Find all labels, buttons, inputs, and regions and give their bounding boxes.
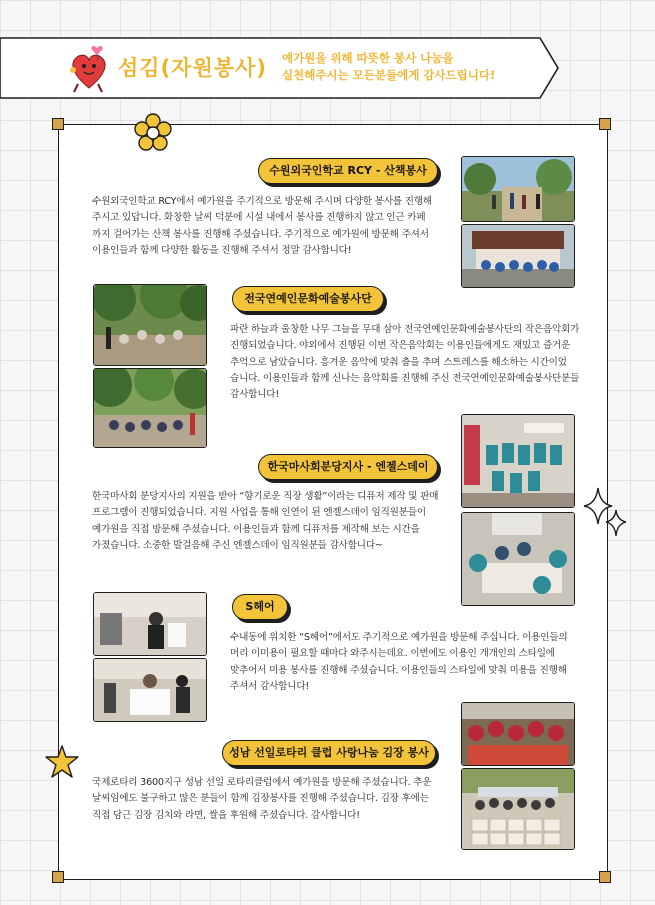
section-label-angels-day: 한국마사회분당지사 - 엔젤스데이 xyxy=(258,454,438,480)
corner-square-icon xyxy=(599,118,611,130)
photo-angels-day-group xyxy=(461,414,575,508)
section-label-rcy: 수원외국인학교 RCY - 산책봉사 xyxy=(258,158,438,184)
section-label-s-hair: S헤어 xyxy=(232,594,288,620)
photo-kimchi-making xyxy=(461,702,575,766)
page-subtitle xyxy=(282,50,495,84)
section-text-art-volunteers: 파란 하늘과 울창한 나무 그늘을 무대 삼아 전국연예인문화예술봉사단의 작은음악회가 진행되었습니다. 야외에서 진행된 이번 작은음악회는 이용인들에게도 재밌고 즐거운 추억으로 남았습니다. 흥겨운 음악에 맞춰 춤을 추며 스트레스를 해소하는 시간이었 습니다. 이용인들과 함께 신나는 음악회를 진행해 주신 전국연예인문화예술봉사단분들 감사합니다! xyxy=(230,324,580,401)
subtitle-line-2: 실천해주시는 모든분들에게 감사드립니다! xyxy=(282,68,496,82)
photo-kimchi-donation xyxy=(461,768,575,850)
sparkle-icon xyxy=(582,486,628,538)
section-text-s-hair: 수내동에 위치한 “S헤어”에서도 주기적으로 예가원을 방문해 주십니다. 이용인들의 머리 이미용이 필요할 때마다 와주시는데요. 이번에도 이용인 개개인의 스타일에 맞추어서 미용 봉사를 진행해 주셨습니다. 이용인들의 스타일에 맞춰 미용을 진행해 주셔서 감사합니다! xyxy=(230,632,568,692)
photo-haircut-2 xyxy=(93,658,207,722)
photo-rcy-walk xyxy=(461,156,575,222)
photo-outdoor-concert xyxy=(93,284,207,366)
section-text-angels-day: 한국마사회 분당지사의 지원을 받아 “향기로운 직장 생활”이라는 디퓨저 제작 및 판매 프로그램이 진행되었습니다. 지원 사업을 통해 인연이 된 엔젤스데이 임직원분들이 예가원을 직접 방문해 주셨습니다. 이용인들과 함께 디퓨저를 제작해 보는 시간을 가졌습니다. 소중한 발걸음해 주신 엔젤스데이 임직원분들 감사합니다~ xyxy=(92,491,439,551)
section-label-art-volunteers: 전국연예인문화예술봉사단 xyxy=(232,286,384,312)
section-label-rotary-kimchi: 성남 선일로타리 클럽 사랑나눔 김장 봉사 xyxy=(222,740,436,766)
star-icon xyxy=(44,744,80,780)
flower-icon xyxy=(133,113,173,153)
photo-diffuser-making xyxy=(461,512,575,606)
page-title: 섬김(자원봉사) xyxy=(118,56,267,80)
corner-square-icon xyxy=(599,871,611,883)
corner-square-icon xyxy=(52,871,64,883)
photo-rcy-group xyxy=(461,224,575,288)
corner-square-icon xyxy=(52,118,64,130)
section-text-rotary-kimchi: 국제로타리 3600지구 성남 선일 로타리클럽에서 예가원을 방문해 주셨습니다. 추운 날씨임에도 불구하고 많은 분들이 함께 김장봉사를 진행해 주셨습니다. 김장 후에는 직접 담근 김장 김치와 라면, 쌀을 후원해 주셨습니다. 감사합니다! xyxy=(92,777,432,821)
heart-mascot-icon xyxy=(64,38,114,94)
section-text-rcy: 수원외국인학교 RCY에서 예가원을 주기적으로 방문해 주시며 다양한 봉사를 진행해 주시고 있답니다. 화창한 날씨 덕분에 시설 내에서 봉사를 진행하지 않고 인근 카페 까지 걸어가는 산책 봉사를 진행해 주셨습니다. 주기적으로 예가원에 방문해 주셔서 이용인들과 함께 다양한 활동을 진행해 주셔서 정말 감사합니다! xyxy=(92,196,433,256)
subtitle-line-1: 예가원을 위해 따뜻한 봉사 나눔을 xyxy=(282,51,454,65)
photo-concert-audience xyxy=(93,368,207,448)
photo-haircut-1 xyxy=(93,592,207,656)
